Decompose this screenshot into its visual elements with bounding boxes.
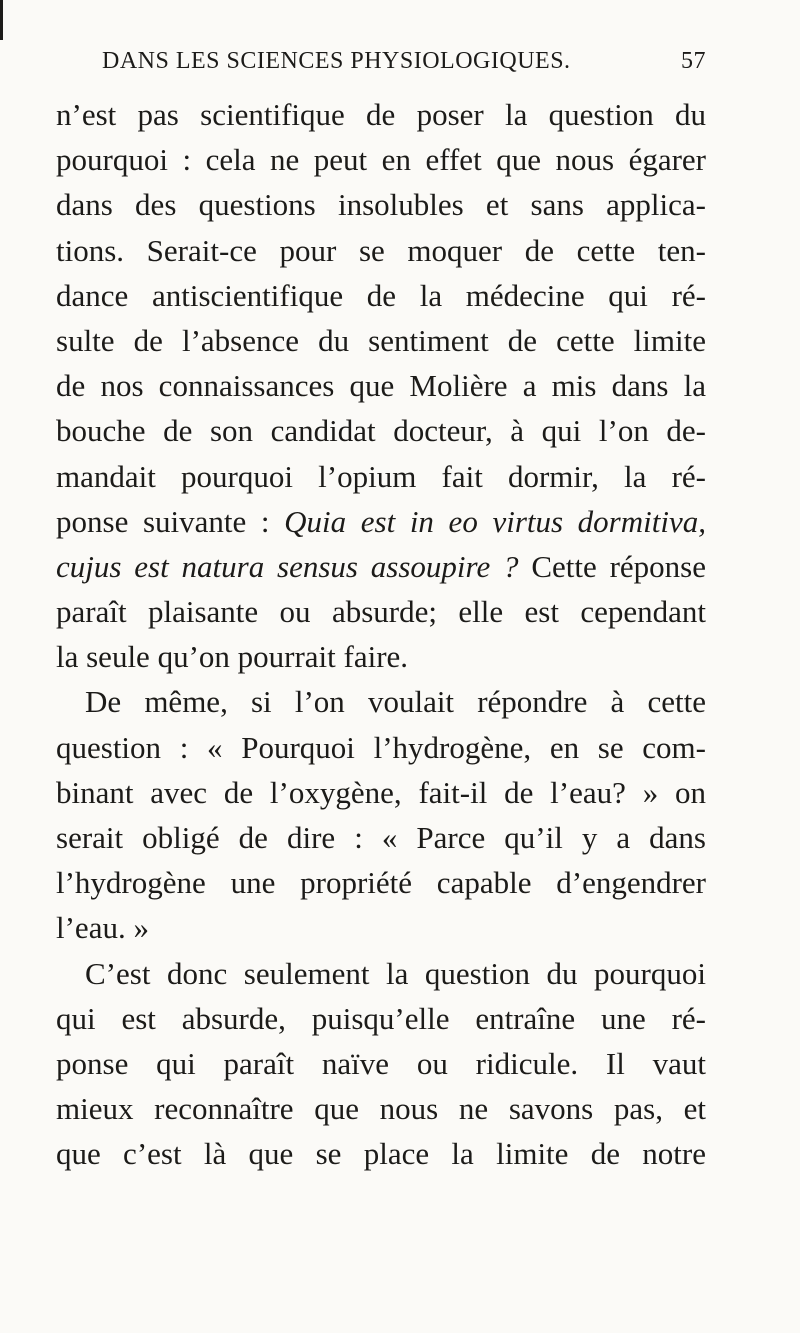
text-line: [56, 499, 706, 544]
text-line: dance antiscientifique de la médecine qui ré-: [56, 277, 706, 313]
text-line: la seule qu’on pourrait faire.: [56, 639, 409, 675]
running-header: [102, 48, 706, 84]
text-line: dans des questions insolubles et sans applica-: [56, 187, 706, 223]
page-edge-mark: [0, 0, 3, 40]
text-line: l’eau. »: [56, 910, 149, 946]
body-text: [56, 92, 706, 1177]
latin-quote: cujus est natura sensus assoupire ?: [56, 548, 519, 584]
text-line: ponse qui paraît naïve ou ridicule. Il vaut: [56, 1045, 706, 1081]
text-line: qui est absurde, puisqu’elle entraîne une ré-: [56, 1000, 706, 1036]
text-line: tions. Serait-ce pour se moquer de cette ten-: [56, 232, 706, 268]
page-number: 57: [681, 48, 706, 74]
text-segment: Cette réponse: [518, 548, 707, 584]
text-line: paraît plaisante ou absurde; elle est cependant: [56, 594, 706, 630]
text-line: mieux reconnaître que nous ne savons pas, et: [56, 1091, 706, 1127]
text-line: De même, si l’on voulait répondre à cette: [85, 684, 706, 720]
text-segment: ponse suivante :: [56, 503, 285, 539]
text-line: n’est pas scientifique de poser la question du: [56, 97, 706, 132]
text-line: [56, 544, 706, 589]
running-title: DANS LES SCIENCES PHYSIOLOGIQUES.: [102, 48, 571, 74]
text-line: serait obligé de dire : « Parce qu’il y a dans: [56, 820, 706, 855]
text-line: de nos connaissances que Molière a mis dans la: [56, 368, 706, 404]
text-line: que c’est là que se place la limite de notre: [56, 1136, 706, 1172]
text-line: sulte de l’absence du sentiment de cette limite: [56, 322, 706, 358]
text-line: question : « Pourquoi l’hydrogène, en se com-: [56, 729, 706, 765]
text-line: mandait pourquoi l’opium fait dormir, la ré-: [56, 458, 706, 494]
text-line: binant avec de l’oxygène, fait-il de l’eau? » on: [56, 774, 706, 810]
text-line: bouche de son candidat docteur, à qui l’on de-: [56, 413, 706, 449]
text-line: l’hydrogène une propriété capable d’engendrer: [56, 865, 706, 901]
latin-quote: Quia est in eo virtus dormitiva,: [284, 503, 706, 539]
text-line: C’est donc seulement la question du pourquoi: [85, 955, 706, 991]
text-line: pourquoi : cela ne peut en effet que nous égarer: [56, 142, 706, 178]
